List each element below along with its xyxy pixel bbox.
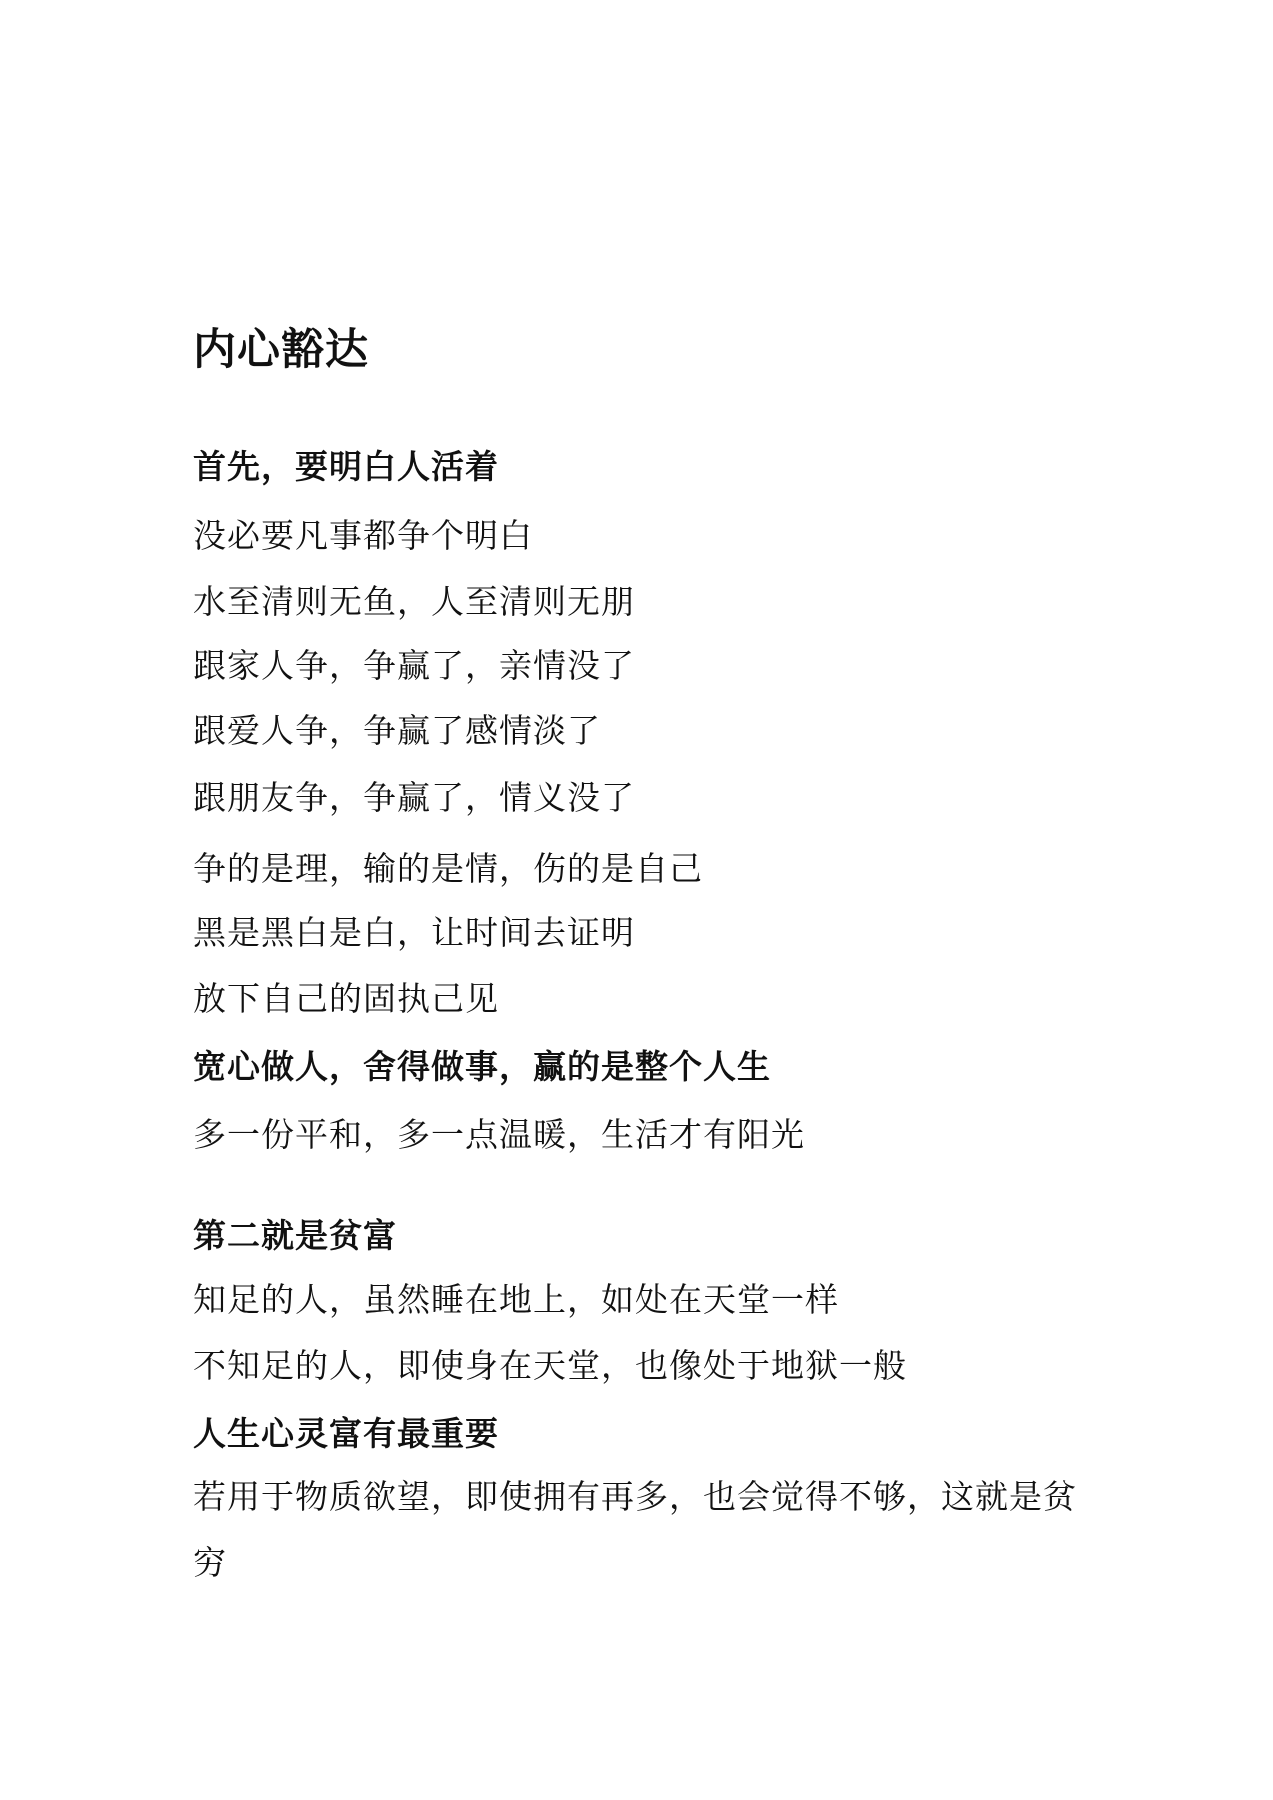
section1-line-2: 水至清则无鱼，人至清则无朋 [193,582,635,621]
section2-emphasis: 人生心灵富有最重要 [193,1414,499,1453]
section1-line-6: 争的是理，输的是情，伤的是自己 [193,849,703,888]
section2-closing: 若用于物质欲望，即使拥有再多，也会觉得不够，这就是贫穷 [193,1477,1077,1582]
section1-line-5: 跟朋友争，争赢了，情义没了 [193,778,635,817]
section1-line-3: 跟家人争，争赢了，亲情没了 [193,646,635,685]
section1-line-1: 没必要凡事都争个明白 [193,516,533,555]
section1-heading: 首先，要明白人活着 [193,447,499,486]
section1-line-7: 黑是黑白是白，让时间去证明 [193,913,635,952]
page-title: 内心豁达 [193,325,369,375]
section1-line-4: 跟爱人争，争赢了感情淡了 [193,711,601,750]
section2-line-2: 不知足的人，即使身在天堂，也像处于地狱一般 [193,1346,907,1385]
section1-line-8: 放下自己的固执己见 [193,979,499,1018]
section1-emphasis: 宽心做人，舍得做事，赢的是整个人生 [193,1047,771,1086]
section1-closing: 多一份平和，多一点温暖，生活才有阳光 [193,1115,805,1154]
section2-line-1: 知足的人，虽然睡在地上，如处在天堂一样 [193,1280,839,1319]
section2-heading: 第二就是贫富 [193,1216,397,1255]
